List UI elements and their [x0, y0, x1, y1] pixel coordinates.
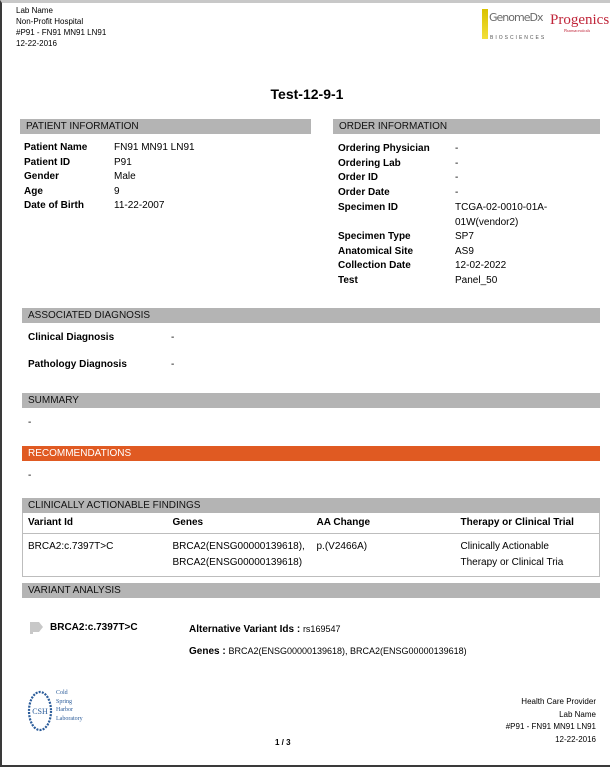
patient-info-fields: [24, 141, 195, 214]
csh-line: Laboratory: [56, 715, 83, 722]
header-lab-name: Lab Name: [16, 6, 53, 15]
specimen-id-line1: TCGA-02-0010-01A-: [455, 202, 548, 213]
field-label: Specimen Type: [338, 231, 411, 242]
footer-provider: Health Care Provider: [521, 697, 596, 706]
csh-logo-ring-icon: [27, 689, 55, 733]
field-label: Collection Date: [338, 260, 411, 271]
progenics-logo-text: Progenics: [550, 12, 610, 28]
field-label: Pathology Diagnosis: [28, 359, 127, 370]
field-label: Test: [338, 274, 358, 286]
table-row: [23, 533, 600, 576]
field-label: Gender: [24, 171, 60, 182]
csh-logo-mark: CSH: [32, 707, 48, 716]
genes-line: BRCA2(ENSG00000139618): [172, 556, 303, 568]
genomedx-logo-subtext: BIOSCIENCES: [490, 35, 547, 41]
patient-info-heading: PATIENT INFORMATION: [20, 119, 311, 134]
ordering-lab-row: [338, 157, 547, 172]
csh-line: Spring: [56, 698, 73, 705]
page-indicator: 1 / 3: [275, 738, 291, 747]
col-aa-change: AA Change: [312, 513, 456, 533]
genes-value: BRCA2(ENSG00000139618), BRCA2(ENSG00000139618): [228, 646, 467, 656]
therapy-line: Therapy or Clinical Tria: [460, 556, 564, 568]
csh-logo-text: [56, 689, 83, 723]
cell-variant-id: BRCA2:c.7397T>C: [28, 540, 114, 552]
order-date-row: [338, 186, 547, 201]
variant-analysis-heading: VARIANT ANALYSIS: [22, 583, 600, 598]
findings-heading: CLINICALLY ACTIONABLE FINDINGS: [22, 498, 600, 513]
genomedx-logo-mark-icon: [482, 9, 488, 39]
age-row: [24, 185, 195, 200]
field-label: Ordering Lab: [338, 157, 401, 169]
flag-icon[interactable]: [30, 622, 43, 634]
genes-label: Genes :: [189, 646, 226, 657]
csh-line: Harbor: [56, 707, 73, 713]
footer-lab-name: Lab Name: [559, 709, 596, 719]
patient-id-row: [24, 156, 195, 171]
field-value: -: [455, 157, 459, 169]
footer-patient-ref: #P91 - FN91 MN91 LN91: [505, 722, 596, 731]
field-label: Anatomical Site: [338, 245, 414, 257]
col-genes: Genes: [168, 513, 312, 533]
field-value: -: [455, 172, 459, 183]
field-value: [455, 201, 547, 230]
header-patient-ref: #P91 - FN91 MN91 LN91: [16, 28, 107, 37]
report-title: Test-12-9-1: [270, 86, 344, 102]
dob-row: [24, 199, 195, 214]
field-label: Specimen ID: [338, 202, 399, 213]
variant-id[interactable]: BRCA2:c.7397T>C: [50, 622, 138, 633]
alt-ids-value: rs169547: [302, 624, 341, 634]
gender-row: [24, 170, 195, 185]
associated-diagnosis-heading: ASSOCIATED DIAGNOSIS: [22, 308, 600, 323]
field-value: 12-02-2022: [455, 260, 507, 271]
specimen-id-row: [338, 201, 547, 230]
cell-genes: [168, 533, 312, 576]
recommendations-heading: RECOMMENDATIONS: [22, 446, 600, 461]
csh-line: Cold: [56, 690, 68, 696]
specimen-type-row: [338, 230, 547, 245]
pathology-diagnosis-row: [28, 358, 174, 373]
findings-table: [22, 513, 600, 577]
col-therapy: Therapy or Clinical Trial: [456, 513, 600, 533]
field-value: -: [171, 359, 175, 370]
findings-header-row: [23, 513, 600, 533]
csh-logo: [27, 689, 107, 734]
field-label: Age: [24, 185, 43, 197]
footer-info: [506, 696, 596, 746]
field-value: AS9: [455, 245, 474, 257]
anatomical-site-row: [338, 245, 547, 260]
order-info-heading: ORDER INFORMATION: [333, 119, 600, 134]
footer-date: 12-22-2016: [555, 734, 596, 744]
genes-line: BRCA2(ENSG00000139618),: [172, 540, 305, 552]
progenics-logo-subtext: Pharmaceuticals: [564, 28, 591, 33]
summary-text: -: [28, 417, 32, 428]
alternative-variant-ids: [189, 624, 340, 635]
collection-date-row: [338, 259, 547, 274]
field-value: -: [455, 143, 459, 154]
recommendations-text: -: [28, 470, 32, 481]
specimen-id-line2: 01W(vendor2): [455, 216, 519, 228]
header-info: [16, 5, 106, 49]
header-hospital: Non-Profit Hospital: [16, 17, 84, 26]
cell-aa-change: p.(V2466A): [316, 540, 368, 552]
field-value: 11-22-2007: [114, 200, 165, 211]
field-value: FN91 MN91 LN91: [114, 142, 195, 153]
ordering-physician-row: [338, 142, 547, 157]
header-date: 12-22-2016: [16, 39, 57, 48]
field-value: 9: [114, 185, 120, 197]
field-label: Order Date: [338, 186, 390, 198]
order-id-row: [338, 171, 547, 186]
field-label: Patient Name: [24, 142, 88, 153]
field-value: SP7: [455, 231, 474, 242]
alt-ids-label: Alternative Variant Ids :: [189, 624, 301, 635]
field-label: Date of Birth: [24, 200, 84, 211]
field-label: Ordering Physician: [338, 143, 430, 154]
test-row: [338, 274, 547, 289]
field-label: Clinical Diagnosis: [28, 332, 115, 343]
clinical-diagnosis-row: [28, 331, 174, 346]
summary-heading: SUMMARY: [22, 393, 600, 408]
field-value: P91: [114, 156, 132, 168]
genomedx-logo: [480, 7, 547, 43]
variant-genes: [189, 646, 467, 657]
field-value: -: [455, 186, 459, 198]
field-value: Male: [114, 171, 136, 182]
order-info-fields: [338, 142, 547, 288]
genomedx-logo-text: GenomeDx: [489, 11, 543, 24]
col-variant-id: Variant Id: [23, 513, 168, 533]
field-label: Order ID: [338, 172, 379, 183]
progenics-logo: [550, 12, 610, 33]
therapy-line: Clinically Actionable: [460, 540, 549, 552]
field-label: Patient ID: [24, 156, 71, 168]
field-value: Panel_50: [455, 274, 498, 286]
patient-name-row: [24, 141, 195, 156]
cell-therapy: [456, 533, 600, 576]
field-value: -: [171, 332, 175, 343]
